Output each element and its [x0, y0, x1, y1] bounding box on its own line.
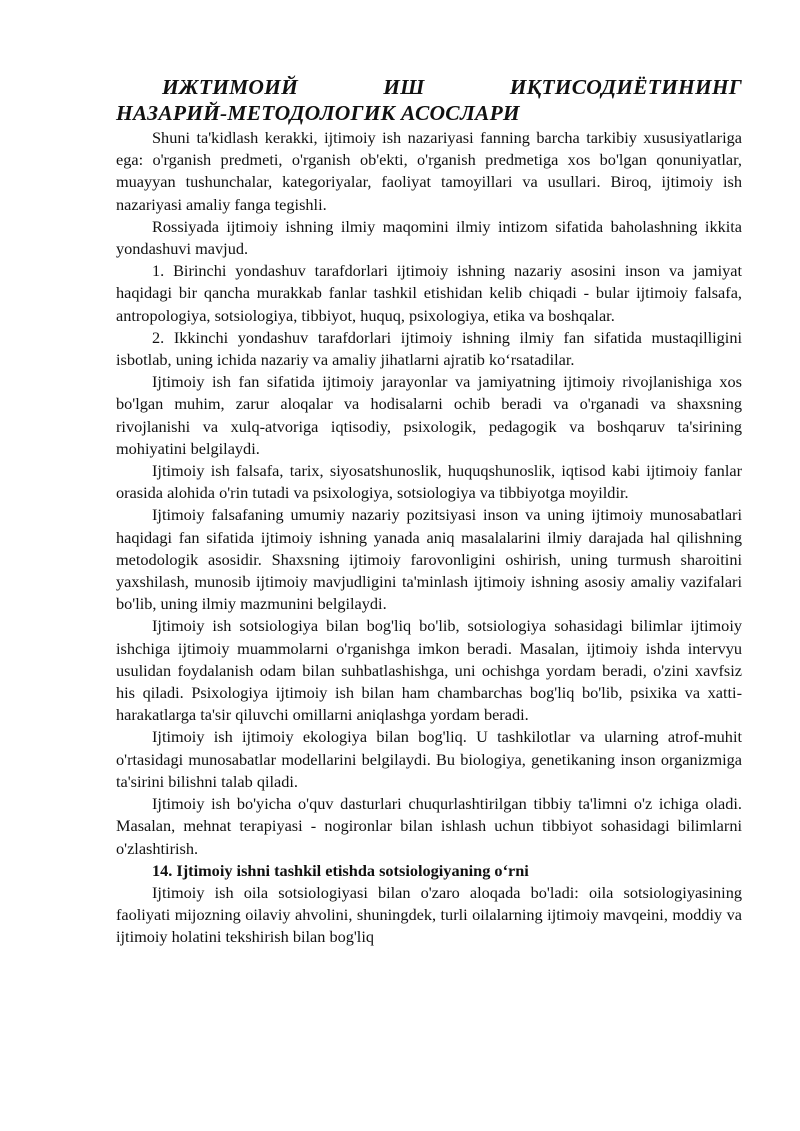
paragraph-10: Ijtimoiy ish bo'yicha o'quv dasturlari chuqurlashtirilgan tibbiy ta'limni o'z ichiga oladi. Masalan, mehnat terapiyasi - nogironlar bilan ishlash uchun tibbiyot sohasidagi bilimlarni o'zlashtirish.	[116, 794, 742, 858]
document-title	[116, 74, 742, 126]
paragraph-1: Shuni ta'kidlash kerakki, ijtimoiy ish nazariyasi fanning barcha tarkibiy xususiyatlariga ega: o'rganish predmeti, o'rganish ob'ekti, o'rganish predmetiga xos bo'lgan qonuniyatlar, muayyan tushunchalar, kategoriyalar, faoliyat tamoyillari va usullari. Biroq, ijtimoiy ish nazariyasi amaliy fanga tegishli.	[116, 128, 742, 214]
document-page	[116, 74, 742, 949]
section-heading: 14. Ijtimoiy ishni tashkil etishda sotsiologiyaning oʻrni	[152, 860, 529, 880]
paragraph-2: Rossiyada ijtimoiy ishning ilmiy maqomini ilmiy intizom sifatida baholashning ikkita yondashuvi mavjud.	[116, 216, 742, 259]
paragraph-7: Ijtimoiy falsafaning umumiy nazariy pozitsiyasi inson va uning ijtimoiy munosabatlari haqidagi fan sifatida ijtimoiy ishning yanada aniq masalalarini ilmiy darajada hal qilishning metodologik asosidir. Shaxsning ijtimoiy farovonligini oshirish, uning turmush sharoitini yaxshilash, munosib ijtimoiy mavjudligini ta'minlash ijtimoiy ishning asosiy amaliy vazifalari bo'lib, uning ilmiy mazmunini belgilaydi.	[116, 505, 742, 614]
paragraph-11: Ijtimoiy ish oila sotsiologiyasi bilan o'zaro aloqada bo'ladi: oila sotsiologiyasining faoliyati mijozning oilaviy ahvolini, shuningdek, turli oilalarning ijtimoiy mavqeini, moddiy va ijtimoiy holatini tekshirish bilan bog'liq	[116, 882, 742, 947]
paragraph-9: Ijtimoiy ish ijtimoiy ekologiya bilan bog'liq. U tashkilotlar va ularning atrof-muhit o'rtasidagi munosabatlar modellarini belgilaydi. Bu biologiya, genetikaning inson organizmiga ta'sirini bilishni talab qiladi.	[116, 727, 742, 791]
paragraph-3: 1. Birinchi yondashuv tarafdorlari ijtimoiy ishning nazariy asosini inson va jamiyat haqidagi bir qancha murakkab fanlar tashkil etishidan kelib chiqadi - bular ijtimoiy falsafa, antropologiya, sotsiologiya, tibbiyot, huquq, psixologiya, etika va boshqalar.	[116, 261, 742, 325]
paragraph-8: Ijtimoiy ish sotsiologiya bilan bog'liq bo'lib, sotsiologiya sohasidagi bilimlar ijtimoiy ishchiga ijtimoiy muammolarni o'rganishga imkon beradi. Masalan, ijtimoiy ishda intervyu usulidan foydalanish odam bilan suhbatlashishga, uni ochishga yordam beradi, o'zini xavfsiz his qiladi. Psixologiya ijtimoiy ish bilan ham chambarchas bog'liq bo'lib, psixika va xatti-harakatlarga ta'sir qiluvchi omillarni aniqlashga yordam beradi.	[116, 616, 742, 725]
title-line-2: НАЗАРИЙ-МЕТОДОЛОГИК АСОСЛАРИ	[116, 101, 520, 125]
paragraph-6: Ijtimoiy ish falsafa, tarix, siyosatshunoslik, huquqshunoslik, iqtisod kabi ijtimoiy fanlar orasida alohida o'rin tutadi va psixologiya, sotsiologiya va tibbiyotga moyildir.	[116, 461, 742, 503]
title-line-1: ИЖТИМОИЙ ИШ ИҚТИСОДИЁТИНИНГ	[162, 75, 742, 99]
paragraph-4: 2. Ikkinchi yondashuv tarafdorlari ijtimoiy ishning ilmiy fan sifatida mustaqilligini isbotlab, uning ichida nazariy va amaliy jihatlarni ajratib koʻrsatadilar.	[116, 327, 742, 370]
paragraph-5: Ijtimoiy ish fan sifatida ijtimoiy jarayonlar va jamiyatning ijtimoiy rivojlanishiga xos bo'lgan muhim, zarur aloqalar va hodisalarni ochib beradi va o'rganadi va shaxsning rivojlanishi va xulq-atvoriga iqtisodiy, psixologik, pedagogik va boshqaruv ta'sirining mohiyatini belgilaydi.	[116, 372, 742, 458]
